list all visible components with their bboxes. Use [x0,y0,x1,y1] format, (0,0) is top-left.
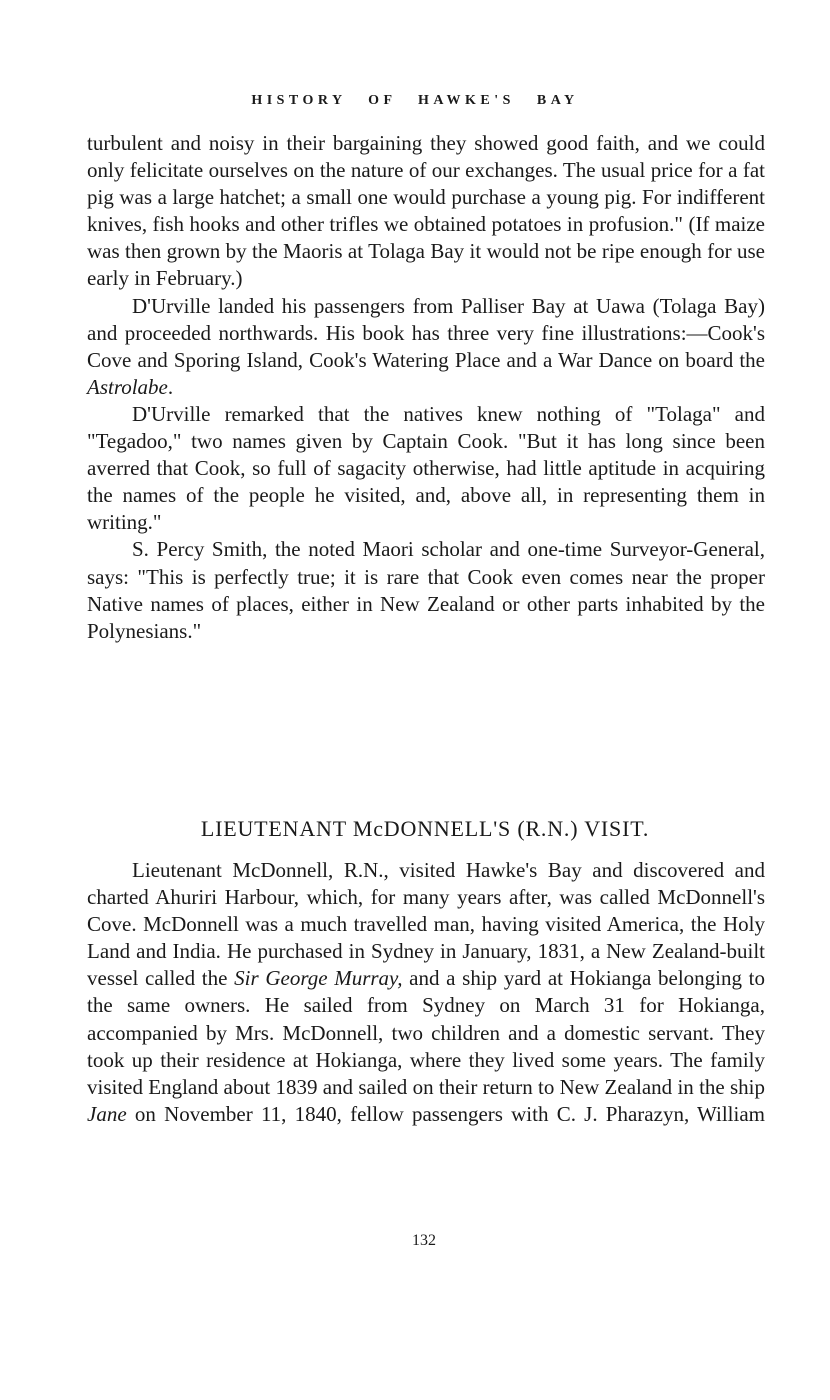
paragraph-durville-remark: D'Urville remarked that the natives knew nothing of "Tolaga" and "Tegadoo," two names given by Captain Cook. "But it has long since been averred that Cook, so full of sagacity otherwise, had little aptitude in acquiring the names of the people he visited, and, above all, in representing them in writing." [87,401,765,535]
paragraph-continued: turbulent and noisy in their bargaining they showed good faith, and we could only felicitate ourselves on the nature of our exchanges. The usual price for a fat pig was a large hatchet; a small one would purchase a young pig. For indifferent knives, fish hooks and other trifles we obtained potatoes in profusion." (If maize was then grown by the Maoris at Tolaga Bay it would not be ripe enough for use early in February.) [87,131,765,291]
page-number: 132 [412,1232,436,1249]
paragraph-text: and a ship yard at Hokianga belonging to the same owners. He sailed from Sydney on March 31 for Hokianga, accompanied by Mrs. McDonnell, two children and a domestic servant. They took up their residence at Hokianga, where they lived some years. The family visited England about 1839 and sailed on their return to New Zealand in the ship [87,966,766,1099]
paragraph-durville-landing [87,293,765,401]
ship-name: Sir George Murray, [234,966,403,991]
running-head: HISTORY OF HAWKE'S BAY [251,93,579,108]
ship-name: Astrolabe [87,374,168,399]
body-text-bottom [87,857,765,1128]
ship-name: Jane [87,1101,127,1126]
paragraph-text: on November 11, 1840, fellow passengers with C. J. Pharazyn, William [126,1101,765,1126]
paragraph-text: D'Urville landed his passengers from Palliser Bay at Uawa (Tolaga Bay) and proceeded northwards. His book has three very fine illustrations:—Cook's Cove and Sporing Island, Cook's Watering Place and a War Dance on board the [87,293,765,372]
paragraph-text: Lieutenant McDonnell, R.N., visited Hawke's Bay and discovered and charted Ahuriri Harbour, which, for many years after, was called McDonnell's Cove. McDonnell was a much travelled man, having visited America, the Holy Land and India. He purchased in Sydney in January, 1831, a New Zealand-built vessel called the [87,858,765,991]
paragraph-percy-smith: S. Percy Smith, the noted Maori scholar and one-time Surveyor-General, says: "This is perfectly true; it is rare that Cook even comes near the proper Native names of places, either in New Zealand or other parts inhabited by the Polynesians." [87,537,765,643]
paragraph-mcdonnell [87,857,765,1128]
body-text-top [87,130,765,645]
paragraph-text: . [167,374,174,399]
section-heading: LIEUTENANT McDONNELL'S (R.N.) VISIT. [200,816,650,841]
